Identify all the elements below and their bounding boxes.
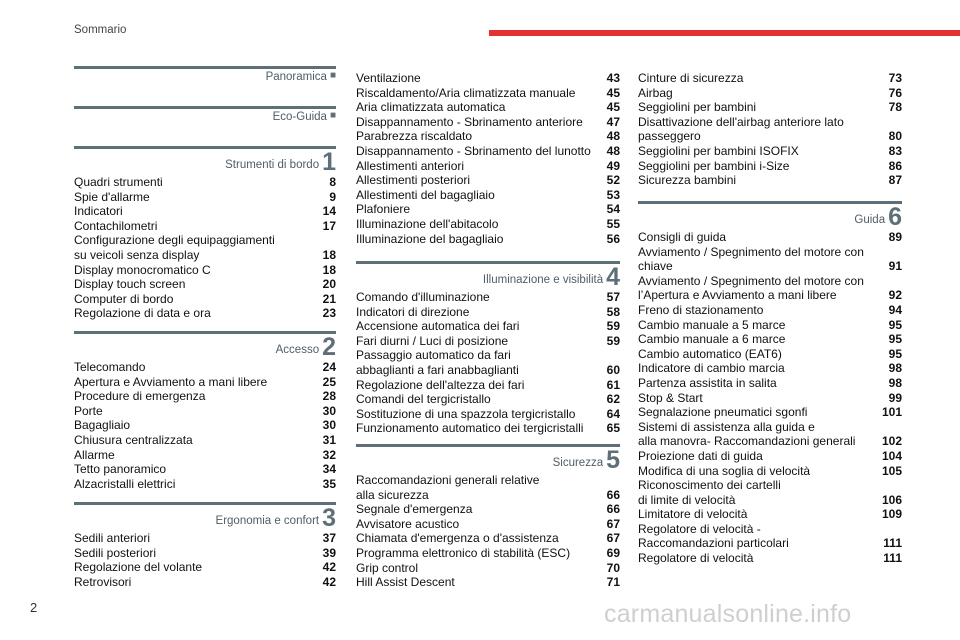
toc-entry-page: 92 [888,288,902,303]
toc-entry-page: 95 [888,317,902,332]
toc-entry-label: Indicatori [74,204,123,219]
toc-entry-page: 47 [606,114,620,129]
toc-entry-label: Raccomandazioni generali relative alla sicurezza [356,473,540,502]
toc-section-ergonomia-continued [356,71,620,246]
toc-entry-page: 48 [606,143,620,158]
toc-entry-label: Seggiolini per bambini [638,100,757,115]
toc-entry-label: Quadri strumenti [74,175,163,189]
toc-entry-page: 73 [888,71,902,85]
toc-entry-page: 61 [606,377,620,392]
toc-entry[interactable] [74,375,336,390]
toc-section-illuminazione [356,261,620,436]
toc-entry[interactable] [356,473,620,502]
toc-entry-list [74,531,336,589]
toc-entry-page: 67 [606,531,620,546]
toc-entry[interactable] [356,392,620,407]
toc-entry[interactable] [356,407,620,422]
toc-entry-page: 106 [881,492,902,507]
toc-entry-label: Seggiolini per bambini i-Size [638,158,790,173]
toc-entry[interactable] [356,115,620,130]
toc-section-eco-guida[interactable] [74,106,336,125]
toc-entry[interactable] [638,159,902,174]
toc-entry-page: 18 [322,247,336,262]
toc-entry[interactable] [638,230,902,245]
section-title: Illuminazione e visibilità [482,274,604,286]
toc-entry[interactable] [638,347,902,362]
toc-entry-label: Display monocromatico C [74,262,211,277]
toc-entry-label: Indicatori di direzione [356,304,470,319]
toc-entry-page: 64 [606,406,620,421]
toc-entry[interactable] [74,389,336,404]
toc-entry[interactable] [356,517,620,532]
section-title: Strumenti di bordo [225,159,320,171]
toc-entry-page: 91 [888,259,902,274]
toc-entry-page: 95 [888,346,902,361]
toc-entry[interactable] [356,232,620,247]
toc-entry[interactable] [74,292,336,307]
toc-section-guida [638,201,902,566]
toc-entry[interactable] [74,531,336,546]
toc-entry-label: Configurazione degli equipaggiamenti su veicoli senza display [74,233,275,262]
toc-entry-label: Sedili anteriori [74,531,151,545]
toc-entry[interactable] [356,546,620,561]
toc-entry[interactable] [638,391,902,406]
toc-entry-label: Indicatore di cambio marcia [638,361,785,376]
toc-entry[interactable] [74,263,336,278]
toc-entry-label: Stop & Start [638,390,703,405]
toc-entry-label: Sistemi di assistenza alla guida e alla manovra- Raccomandazioni generali [638,419,856,449]
toc-section-ergonomia [74,502,336,589]
toc-entry[interactable] [638,86,902,101]
toc-entry[interactable] [638,274,902,303]
toc-entry-page: 28 [322,389,336,404]
section-title: Eco-Guida [272,111,327,123]
toc-entry-page: 87 [888,173,902,188]
toc-section-sicurezza-continued [638,71,902,188]
toc-entry-label: Chiusura centralizzata [74,432,193,447]
toc-entry-label: Regolazione dell'altezza dei fari [356,377,525,392]
toc-entry-label: Avviamento / Spegnimento del motore con chiave [638,244,864,274]
toc-entry[interactable] [638,507,902,522]
toc-entry-page: 24 [322,360,336,374]
toc-entry-label: Avviamento / Spegnimento del motore con l’Apertura e Avviamento a mani libere [638,273,864,303]
toc-entry-label: Plafoniere [356,202,411,217]
toc-entry-list [74,360,336,491]
toc-entry-page: 104 [881,448,902,463]
toc-entry-page: 67 [606,516,620,531]
toc-entry-page: 9 [329,189,336,204]
toc-entry[interactable] [638,332,902,347]
toc-entry-list [356,71,620,246]
toc-entry[interactable] [356,217,620,232]
toc-entry[interactable] [638,144,902,159]
toc-entry-label: Allestimenti anteriori [356,158,465,173]
toc-entry-label: Porte [74,403,103,418]
toc-entry-page: 71 [606,575,620,590]
toc-entry[interactable] [74,546,336,561]
toc-entry-page: 58 [606,304,620,319]
toc-section-panoramica[interactable] [74,66,336,85]
toc-entry[interactable] [638,405,902,420]
toc-entry[interactable] [356,378,620,393]
toc-entry[interactable] [356,144,620,159]
toc-entry-label: Parabrezza riscaldato [356,129,473,144]
toc-entry-label: Sedili posteriori [74,545,157,560]
toc-entry[interactable] [638,245,902,274]
toc-entry[interactable] [638,420,902,449]
header-title: Sommario [74,24,127,36]
toc-entry-label: Modifica di una soglia di velocità [638,463,811,478]
toc-entry[interactable] [74,219,336,234]
toc-entry-label: Disattivazione dell'airbag anteriore lato passeggero [638,114,844,144]
section-title: Panoramica [265,71,327,83]
toc-entry[interactable] [74,277,336,292]
toc-section-strumenti [74,146,336,321]
toc-entry[interactable] [356,421,620,436]
section-number: 4 [606,263,620,291]
toc-entry-page: 42 [322,574,336,589]
toc-entry-page: 39 [322,545,336,560]
toc-entry-label: Consigli di guida [638,230,727,244]
toc-entry[interactable] [638,100,902,115]
toc-entry-label: Cambio manuale a 6 marce [638,332,786,347]
toc-entry[interactable] [74,560,336,575]
toc-entry-list [356,473,620,590]
toc-entry[interactable] [638,551,902,566]
toc-entry[interactable] [74,360,336,375]
toc-entry-page: 23 [322,306,336,321]
toc-entry[interactable] [356,100,620,115]
toc-entry[interactable] [638,361,902,376]
toc-entry-page: 66 [606,487,620,502]
toc-entry[interactable] [356,575,620,590]
section-rule [74,106,336,109]
toc-entry-page: 52 [606,173,620,188]
toc-entry-page: 80 [888,129,902,144]
toc-entry-label: Fari diurni / Luci di posizione [356,333,509,348]
toc-entry[interactable] [74,433,336,448]
toc-entry-label: Passaggio automatico da fari abbaglianti a fari anabbaglianti [356,348,519,377]
toc-entry-label: Allarme [74,447,115,462]
section-number: 6 [888,203,902,231]
toc-entry-page: 37 [322,531,336,545]
toc-entry-page: 17 [322,218,336,233]
toc-entry-page: 76 [888,85,902,100]
toc-entry-page: 8 [329,175,336,189]
toc-entry-list [638,230,902,566]
toc-entry[interactable] [638,522,902,551]
toc-entry-page: 55 [606,216,620,231]
toc-entry-label: Regolatore di velocità - Raccomandazioni particolari [638,521,789,551]
toc-entry-page: 66 [606,502,620,517]
toc-section-sicurezza [356,444,620,590]
toc-entry-label: Computer di bordo [74,291,174,306]
toc-entry[interactable] [356,334,620,349]
toc-entry-label: Telecomando [74,360,146,374]
toc-entry-label: Allestimenti del bagagliaio [356,187,495,202]
toc-entry[interactable] [74,477,336,492]
toc-entry-label: Aria climatizzata automatica [356,100,506,115]
toc-entry-label: Retrovisori [74,574,132,589]
toc-entry-page: 59 [606,333,620,348]
toc-entry-page: 101 [881,405,902,420]
section-square-marker: ■ [329,110,336,121]
toc-entry[interactable] [74,575,336,590]
toc-entry-label: Regolatore di velocità [638,551,754,566]
toc-entry-page: 32 [322,447,336,462]
toc-entry[interactable] [638,449,902,464]
toc-entry-label: Riconoscimento dei cartelli di limite di velocità [638,478,781,507]
toc-entry-page: 45 [606,85,620,100]
toc-entry-list [74,175,336,321]
toc-entry[interactable] [356,129,620,144]
toc-entry[interactable] [74,448,336,463]
toc-entry-page: 98 [888,361,902,376]
toc-entry[interactable] [356,502,620,517]
toc-entry[interactable] [356,561,620,576]
toc-entry-label: Alzacristalli elettrici [74,476,176,491]
toc-entry[interactable] [356,531,620,546]
toc-entry-label: Proiezione dati di guida [638,448,763,463]
toc-entry-label: Cinture di sicurezza [638,71,744,85]
toc-entry-list [356,290,620,436]
toc-entry[interactable] [356,188,620,203]
section-square-marker: ■ [329,70,336,81]
toc-entry-label: Display touch screen [74,277,186,292]
toc-entry-label: Airbag [638,85,673,100]
toc-entry-label: Illuminazione del bagagliaio [356,231,504,246]
toc-entry[interactable] [74,190,336,205]
toc-entry[interactable] [74,204,336,219]
toc-entry-page: 62 [606,392,620,407]
toc-entry-page: 65 [606,421,620,436]
toc-entry[interactable] [638,318,902,333]
toc-entry-label: Tetto panoramico [74,462,167,477]
toc-entry-page: 18 [322,262,336,277]
toc-entry-page: 95 [888,332,902,347]
toc-entry-page: 111 [883,536,902,551]
toc-entry-label: Freno di stazionamento [638,302,764,317]
toc-entry-label: Accensione automatica dei fari [356,319,520,334]
toc-entry-label: Sicurezza bambini [638,173,737,188]
toc-entry-page: 98 [888,375,902,390]
toc-entry-page: 60 [606,362,620,377]
section-number: 3 [322,504,336,532]
toc-entry-label: Ventilazione [356,71,421,85]
toc-entry[interactable] [638,71,902,86]
header-accent-bar [489,30,960,36]
toc-entry-page: 56 [606,231,620,246]
toc-entry[interactable] [356,305,620,320]
toc-entry[interactable] [356,290,620,305]
toc-entry-page: 35 [322,476,336,491]
toc-entry-page: 30 [322,418,336,433]
toc-entry-label: Grip control [356,560,419,575]
toc-entry[interactable] [638,115,902,144]
toc-entry[interactable] [74,306,336,321]
toc-entry[interactable] [356,202,620,217]
toc-entry[interactable] [638,173,902,188]
toc-entry-page: 69 [606,545,620,560]
toc-entry-page: 102 [881,434,902,449]
toc-entry-label: Allestimenti posteriori [356,173,471,188]
section-number: 2 [322,333,336,361]
toc-entry-label: Disappannamento - Sbrinamento anteriore [356,114,583,129]
toc-entry[interactable] [638,303,902,318]
toc-entry-label: Regolazione del volante [74,560,203,575]
toc-entry[interactable] [638,464,902,479]
toc-entry-label: Disappannamento - Sbrinamento del lunotto [356,143,591,158]
section-number: 5 [606,446,620,474]
toc-entry-label: Chiamata d'emergenza o d'assistenza [356,531,559,546]
toc-entry[interactable] [74,462,336,477]
toc-entry[interactable] [356,173,620,188]
section-title: Accesso [275,344,320,356]
toc-entry-page: 25 [322,374,336,389]
toc-entry-page: 20 [322,277,336,292]
toc-entry-label: Regolazione di data e ora [74,306,211,321]
toc-entry-page: 83 [888,143,902,158]
toc-entry-list [638,71,902,188]
toc-entry[interactable] [638,478,902,507]
toc-entry-page: 34 [322,462,336,477]
toc-entry-label: Contachilometri [74,218,158,233]
toc-entry-label: Programma elettronico di stabilità (ESC) [356,545,571,560]
toc-entry[interactable] [356,159,620,174]
section-title: Guida [854,214,886,226]
toc-entry-page: 111 [883,551,902,566]
toc-entry-label: Limitatore di velocità [638,507,748,522]
toc-entry-page: 31 [322,432,336,447]
toc-entry-page: 45 [606,100,620,115]
toc-entry[interactable] [356,319,620,334]
toc-entry-label: Hill Assist Descent [356,575,455,590]
toc-entry-label: Partenza assistita in salita [638,375,777,390]
toc-entry-label: Riscaldamento/Aria climatizzata manuale [356,85,576,100]
toc-entry[interactable] [74,233,336,262]
toc-entry-page: 59 [606,319,620,334]
toc-entry-page: 30 [322,403,336,418]
toc-entry-page: 21 [322,291,336,306]
page-number: 2 [30,600,38,615]
toc-entry-page: 109 [881,507,902,522]
toc-entry[interactable] [356,86,620,101]
toc-entry-page: 99 [888,390,902,405]
toc-entry[interactable] [356,71,620,86]
watermark-text: carmanualsonline.info [604,600,852,628]
toc-entry-label: Cambio automatico (EAT6) [638,346,782,361]
toc-entry-label: Comando d'illuminazione [356,290,490,304]
toc-entry-label: Seggiolini per bambini ISOFIX [638,143,799,158]
toc-entry-page: 14 [322,204,336,219]
toc-entry-page: 53 [606,187,620,202]
toc-entry-page: 78 [888,100,902,115]
toc-entry-label: Sostituzione di una spazzola tergicristallo [356,406,576,421]
toc-entry[interactable] [638,376,902,391]
toc-section-accesso [74,331,336,491]
toc-entry-label: Avvisatore acustico [356,516,460,531]
toc-entry[interactable] [74,418,336,433]
toc-entry[interactable] [356,348,620,377]
section-title: Sicurezza [552,457,604,469]
toc-entry-label: Funzionamento automatico dei tergicristalli [356,421,584,436]
toc-entry-label: Apertura e Avviamento a mani libere [74,374,268,389]
toc-entry-page: 43 [606,71,620,85]
toc-entry-page: 94 [888,302,902,317]
section-rule [74,66,336,69]
toc-entry-page: 54 [606,202,620,217]
toc-entry[interactable] [74,404,336,419]
toc-entry-page: 70 [606,560,620,575]
toc-entry-page: 86 [888,158,902,173]
toc-entry-page: 42 [322,560,336,575]
toc-entry-page: 105 [881,463,902,478]
section-number: 1 [322,148,336,176]
toc-entry-label: Segnale d'emergenza [356,502,473,517]
toc-entry-page: 89 [888,230,902,244]
toc-entry[interactable] [74,175,336,190]
toc-entry-label: Illuminazione dell'abitacolo [356,216,499,231]
toc-entry-label: Bagagliaio [74,418,131,433]
toc-entry-label: Cambio manuale a 5 marce [638,317,786,332]
toc-entry-label: Segnalazione pneumatici sgonfi [638,405,808,420]
toc-entry-label: Spie d'allarme [74,189,150,204]
toc-entry-page: 49 [606,158,620,173]
toc-entry-page: 57 [606,290,620,304]
section-title: Ergonomia e confort [215,515,320,527]
toc-entry-page: 48 [606,129,620,144]
toc-entry-label: Comandi del tergicristallo [356,392,491,407]
toc-entry-label: Procedure di emergenza [74,389,206,404]
